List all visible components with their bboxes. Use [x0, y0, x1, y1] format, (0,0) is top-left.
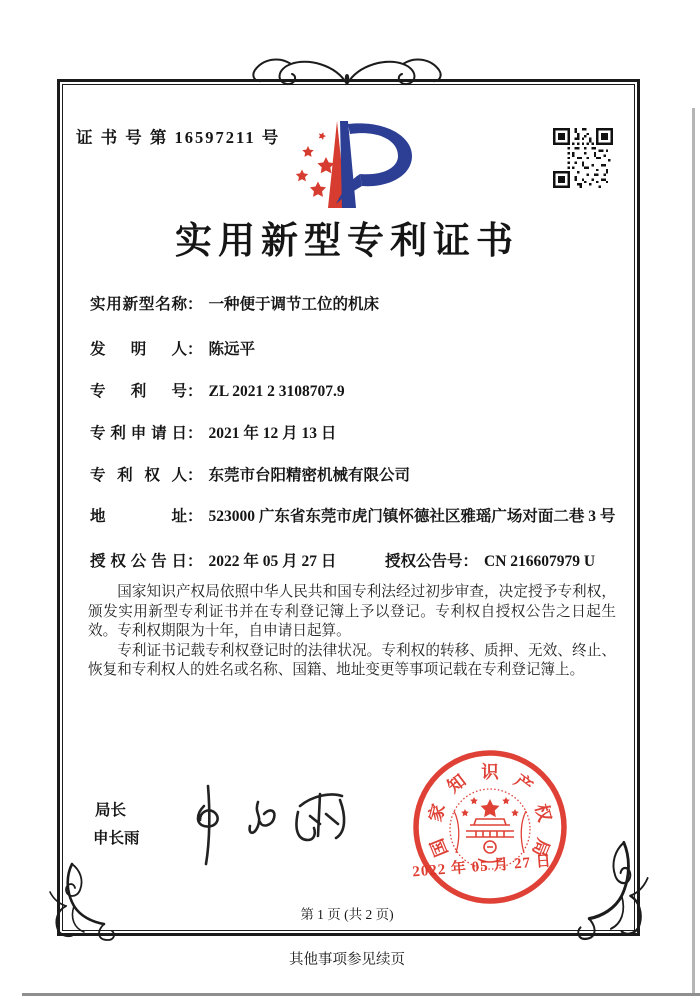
field-row-inventor: [90, 339, 255, 360]
page-number: 第 1 页 (共 2 页): [300, 907, 394, 922]
seal-char: 知: [443, 770, 470, 797]
continuation-note: 其他事项参见续页: [289, 952, 405, 968]
cnipa-logo-icon: [290, 118, 425, 210]
field-label: 专 利 权 人: [90, 467, 187, 484]
colon: ：: [187, 467, 203, 484]
field-row-filing-date: [90, 423, 336, 444]
seal-char: 产: [510, 770, 537, 797]
field-label: 专 利 号: [90, 383, 187, 400]
field-row-grant-number: [385, 551, 595, 572]
certificate-title: 实用新型专利证书: [175, 221, 519, 262]
seal-char: 识: [481, 762, 499, 782]
field-row-address: [90, 506, 615, 527]
field-value: ZL 2021 2 3108707.9: [208, 383, 345, 400]
field-label: 地 址: [90, 508, 187, 525]
scan-edge-bottom: [22, 993, 700, 996]
seal-char: 权: [531, 801, 556, 824]
commissioner-name: 申长雨: [93, 830, 140, 847]
field-row-name: [90, 294, 379, 315]
field-value: 陈远平: [208, 341, 256, 358]
colon: ：: [187, 383, 203, 400]
field-row-grant-date: [90, 551, 336, 572]
field-label: 专利申请日: [90, 425, 187, 442]
colon: ：: [187, 296, 203, 313]
colon: ：: [462, 553, 479, 570]
field-row-patent-number: [90, 381, 345, 402]
field-label: 授权公告号: [385, 553, 463, 570]
qr-code: [553, 128, 613, 188]
seal-char: 局: [528, 835, 554, 860]
colon: ：: [187, 508, 203, 525]
seal-date: 2022 年 05 月 27 日: [411, 853, 553, 881]
scan-edge-right: [692, 108, 695, 996]
seal-char: 国: [426, 835, 452, 860]
field-value: 523000 广东省东莞市虎门镇怀德社区雅瑶广场对面二巷 3 号: [208, 508, 616, 525]
field-value: 东莞市台阳精密机械有限公司: [208, 467, 411, 484]
legal-paragraph-1: 国家知识产权局依照中华人民共和国专利法经过初步审查，决定授予专利权，颁发实用新型专利证书并在专利登记簿上予以登记。专利权自授权公告之日起生效。专利权期限为十年，自申请日起算。: [88, 584, 616, 639]
field-label: 授权公告日: [90, 553, 187, 570]
cnipa-official-seal: [404, 741, 576, 913]
field-label: 实用新型名称: [90, 296, 187, 313]
field-value: 2022 年 05 月 27 日: [208, 553, 337, 570]
colon: ：: [187, 553, 203, 570]
legal-paragraph-2: 专利证书记载专利权登记时的法律状况。专利权的转移、质押、无效、终止、恢复和专利权人的姓名或名称、国籍、地址变更等事项记载在专利登记簿上。: [88, 642, 616, 678]
commissioner-title: 局长: [95, 802, 127, 819]
seal-char: 家: [424, 801, 449, 824]
field-value: 一种便于调节工位的机床: [208, 296, 380, 313]
legal-text-block: [88, 583, 616, 681]
field-value: CN 216607979 U: [484, 553, 596, 570]
handwritten-signature: [172, 780, 372, 868]
top-scroll-ornament-icon: [249, 52, 445, 92]
certificate-number: 证 书 号 第 16597211 号: [76, 128, 281, 147]
colon: ：: [187, 425, 203, 442]
field-row-patentee: [90, 465, 410, 486]
colon: ：: [187, 341, 203, 358]
field-value: 2021 年 12 月 13 日: [208, 425, 337, 442]
field-label: 发 明 人: [90, 341, 187, 358]
